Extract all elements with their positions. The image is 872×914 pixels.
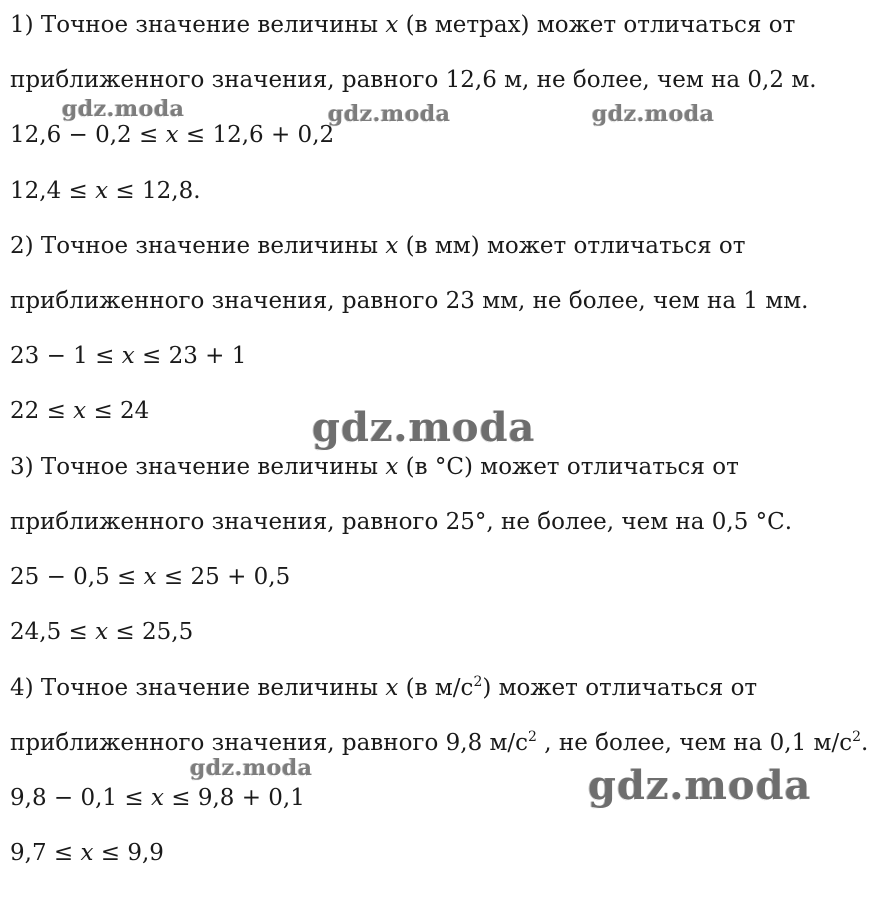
watermark: gdz.moda	[592, 101, 715, 127]
p4-statement-line2: приближенного значения, равного 9,8 $м/с^2$ , не более, чем на 0,1 $м/с^2$.	[10, 729, 869, 756]
p4-inequality-2: 9,7 ≤ x ≤ 9,9	[10, 840, 164, 866]
p1-statement-line2: приближенного значения, равного 12,6 м, не более, чем на 0,2 м.	[10, 67, 817, 93]
p4-statement-line1: 4) Точное значение величины x (в $м/с^2$) может отличаться от	[10, 674, 758, 701]
p1-inequality-1: 12,6 − 0,2 ≤ x ≤ 12,6 + 0,2	[10, 122, 335, 148]
p2-inequality-1: 23 − 1 ≤ x ≤ 23 + 1	[10, 343, 247, 369]
p2-statement-line2: приближенного значения, равного 23 мм, не более, чем на 1 мм.	[10, 288, 809, 314]
p1-statement-line1: 1) Точное значение величины x (в метрах) может отличаться от	[10, 12, 796, 38]
p3-inequality-1: 25 − 0,5 ≤ x ≤ 25 + 0,5	[10, 564, 291, 590]
watermark: gdz.moda	[312, 404, 536, 451]
p4-inequality-1: 9,8 − 0,1 ≤ x ≤ 9,8 + 0,1	[10, 785, 305, 811]
p2-statement-line1: 2) Точное значение величины x (в мм) может отличаться от	[10, 233, 746, 259]
watermark: gdz.moda	[328, 101, 451, 127]
p3-statement-line2: приближенного значения, равного 25°, не более, чем на 0,5 °С.	[10, 509, 793, 535]
p2-inequality-2: 22 ≤ x ≤ 24	[10, 398, 150, 424]
p3-inequality-2: 24,5 ≤ x ≤ 25,5	[10, 619, 194, 645]
watermark: gdz.moda	[190, 755, 313, 781]
watermark: gdz.moda	[62, 96, 185, 122]
p1-inequality-2: 12,4 ≤ x ≤ 12,8.	[10, 178, 201, 204]
p3-statement-line1: 3) Точное значение величины x (в °С) может отличаться от	[10, 454, 739, 480]
watermark: gdz.moda	[588, 762, 812, 809]
